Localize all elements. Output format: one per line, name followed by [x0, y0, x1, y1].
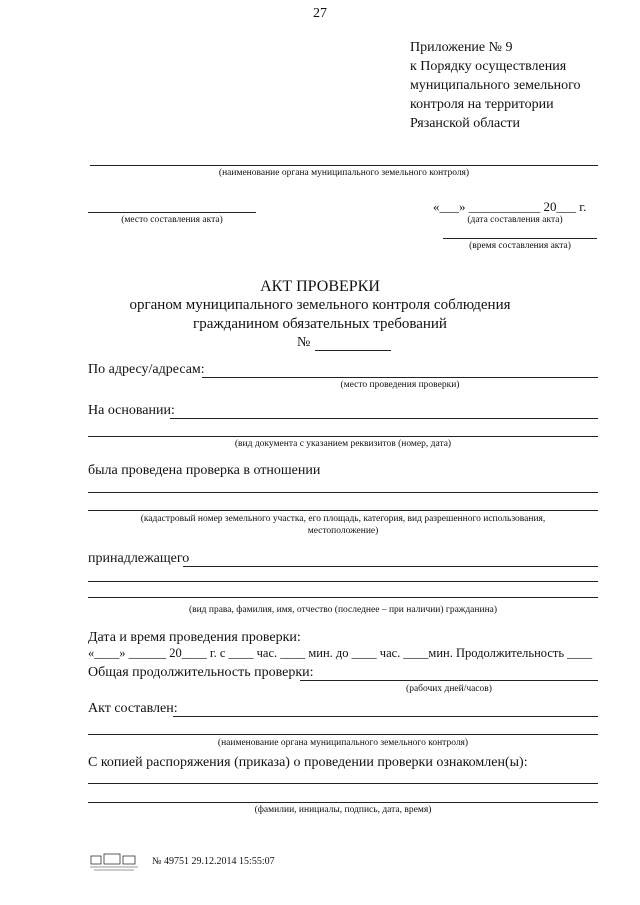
owner-line-2[interactable] [88, 581, 598, 582]
appendix-line: Рязанской области [410, 116, 521, 131]
basis-line-1[interactable] [170, 418, 598, 419]
appendix-line: контроля на территории [410, 97, 554, 112]
address-line[interactable] [202, 377, 598, 378]
registry-stamp-icon [88, 852, 140, 872]
document-subtitle-1: органом муниципального земельного контроля соблюдения [129, 297, 511, 313]
page-number: 27 [313, 6, 327, 21]
drawn-caption: (наименование органа муниципального земельного контроля) [217, 738, 469, 748]
date-field[interactable]: «___» ___________ 20___ г. [433, 199, 587, 214]
datetime-label: Дата и время проведения проверки: [88, 630, 301, 645]
duration-caption: (рабочих дней/часов) [406, 684, 492, 694]
time-line[interactable] [443, 238, 597, 239]
time-caption: (время составления акта) [469, 241, 571, 251]
duration-label: Общая продолжительность проверки: [88, 665, 314, 680]
basis-line-2[interactable] [88, 436, 598, 437]
appendix-line: муниципального земельного [410, 78, 581, 93]
basis-caption: (вид документа с указанием реквизитов (номер, дата) [234, 439, 452, 449]
parcel-caption-1: (кадастровый номер земельного участка, его площадь, категория, вид разрешенного использования, [140, 514, 546, 524]
registry-number: № 49751 29.12.2014 15:55:07 [152, 856, 275, 867]
parcel-line-2[interactable] [88, 510, 598, 511]
owner-label: принадлежащего [88, 551, 190, 566]
document-subtitle-2: гражданином обязательных требований [193, 316, 447, 332]
duration-line[interactable] [300, 680, 598, 681]
address-label: По адресу/адресам: [88, 362, 205, 377]
owner-line-1[interactable] [183, 566, 598, 567]
copy-line-1[interactable] [88, 783, 598, 784]
date-caption: (дата составления акта) [467, 215, 563, 225]
appendix-line: Приложение № 9 [410, 40, 513, 55]
parcel-line-1[interactable] [88, 492, 598, 493]
copy-caption: (фамилии, инициалы, подпись, дата, время) [254, 805, 432, 815]
appendix-note [410, 38, 581, 133]
basis-label: На основании: [88, 403, 175, 418]
appendix-line: к Порядку осуществления [410, 59, 567, 74]
inspection-label: была проведена проверка в отношении [88, 463, 321, 478]
place-line[interactable] [88, 212, 256, 213]
document-title: АКТ ПРОВЕРКИ [260, 278, 380, 295]
place-caption: (место составления акта) [121, 215, 223, 225]
datetime-row[interactable]: «____» ______ 20____ г. с ____ час. ____ мин. до ____ час. ____мин. Продолжительность ____ [88, 646, 593, 660]
owner-line-3[interactable] [88, 597, 598, 598]
drawn-line-2[interactable] [88, 734, 598, 735]
act-number-line[interactable] [315, 350, 391, 351]
copy-line-2[interactable] [88, 802, 598, 803]
drawn-label: Акт составлен: [88, 701, 178, 716]
owner-caption: (вид права, фамилия, имя, отчество (последнее – при наличии) гражданина) [188, 605, 498, 615]
copy-label: С копией распоряжения (приказа) о проведении проверки ознакомлен(ы): [88, 755, 528, 770]
parcel-caption-2: местоположение) [307, 526, 379, 536]
authority-line[interactable] [90, 165, 598, 166]
drawn-line-1[interactable] [173, 716, 598, 717]
address-caption: (место проведения проверки) [340, 380, 460, 390]
act-number-label: № [297, 335, 311, 350]
authority-caption: (наименование органа муниципального земельного контроля) [218, 168, 470, 178]
